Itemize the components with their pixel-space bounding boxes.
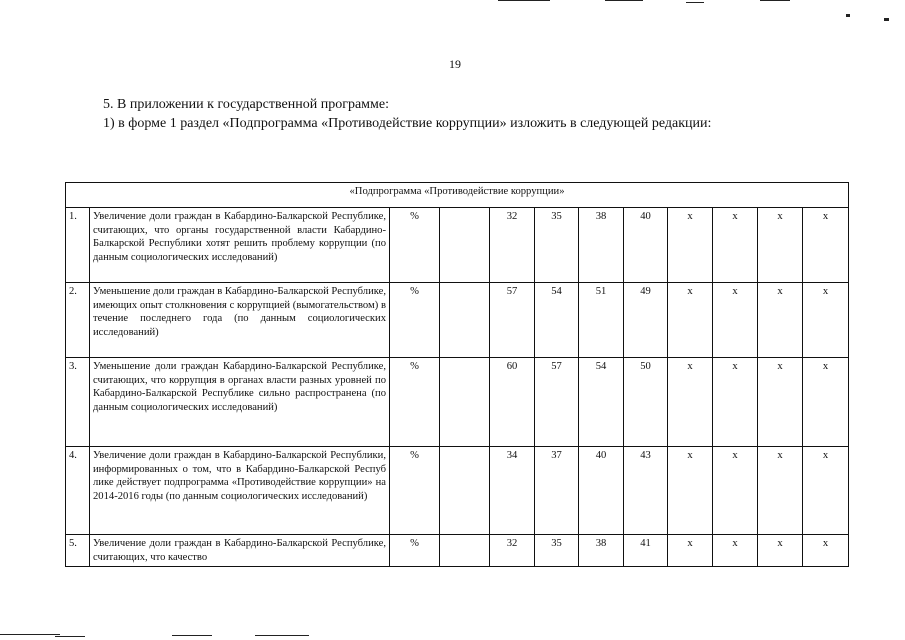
indicator-description: Уменьшение доли граждан в Кабардино-Балкарской Республике, имеющих опыт столкновения с коррупцией (вымогательством) в течение последнего года (по данным социологических исследований): [90, 283, 390, 358]
value-cell: 32: [490, 208, 535, 283]
row-number: 5.: [66, 535, 90, 567]
blank-cell: [440, 208, 490, 283]
x-cell: x: [668, 283, 713, 358]
table-header-row: [66, 183, 849, 208]
table-row: [66, 535, 849, 567]
value-cell: 60: [490, 358, 535, 447]
x-cell: x: [803, 447, 849, 535]
blank-cell: [440, 358, 490, 447]
row-number: 4.: [66, 447, 90, 535]
value-cell: 54: [579, 358, 624, 447]
row-number: 1.: [66, 208, 90, 283]
x-cell: x: [713, 535, 758, 567]
scan-mark-dot-2: [884, 18, 889, 21]
scan-mark-bottom-2: [55, 636, 85, 637]
unit-cell: %: [390, 447, 440, 535]
x-cell: x: [713, 447, 758, 535]
value-cell: 34: [490, 447, 535, 535]
indicator-description: Увеличение доли граждан в Кабардино-Балкарской Республике, считающих, что качество: [90, 535, 390, 567]
unit-cell: %: [390, 283, 440, 358]
x-cell: x: [803, 535, 849, 567]
value-cell: 35: [535, 208, 579, 283]
row-number: 3.: [66, 358, 90, 447]
table-section-title: «Подпрограмма «Противодействие коррупции»: [66, 183, 849, 208]
scan-mark-bottom-1: [0, 634, 60, 635]
page-number: 19: [449, 57, 461, 71]
value-cell: 50: [624, 358, 668, 447]
value-cell: 37: [535, 447, 579, 535]
value-cell: 40: [624, 208, 668, 283]
value-cell: 49: [624, 283, 668, 358]
scan-mark-bottom-3: [172, 635, 212, 636]
x-cell: x: [713, 208, 758, 283]
value-cell: 40: [579, 447, 624, 535]
x-cell: x: [713, 283, 758, 358]
x-cell: x: [758, 358, 803, 447]
scan-mark-dot-1: [846, 14, 850, 17]
x-cell: x: [803, 208, 849, 283]
x-cell: x: [668, 535, 713, 567]
scan-mark-top-2: [605, 0, 643, 1]
value-cell: 35: [535, 535, 579, 567]
value-cell: 41: [624, 535, 668, 567]
x-cell: x: [668, 358, 713, 447]
table-row: [66, 447, 849, 535]
x-cell: x: [758, 535, 803, 567]
unit-cell: %: [390, 358, 440, 447]
blank-cell: [440, 283, 490, 358]
indicator-description: Уменьшение доли граждан Кабардино-Балкарской Республике, считающих, что коррупция в органах власти разных уровней по Кабардино-Балкарской Республике сильно распространена (по данным социологических исследований): [90, 358, 390, 447]
x-cell: x: [668, 208, 713, 283]
blank-cell: [440, 535, 490, 567]
x-cell: x: [713, 358, 758, 447]
x-cell: x: [803, 358, 849, 447]
x-cell: x: [758, 447, 803, 535]
intro-subitem-1: 1) в форме 1 раздел «Подпрограмма «Противодействие коррупции» изложить в следующей редакции:: [103, 116, 712, 131]
unit-cell: %: [390, 535, 440, 567]
table-row: [66, 358, 849, 447]
intro-item-5: 5. В приложении к государственной программе:: [103, 97, 389, 112]
value-cell: 57: [490, 283, 535, 358]
value-cell: 32: [490, 535, 535, 567]
value-cell: 54: [535, 283, 579, 358]
table-row: [66, 283, 849, 358]
x-cell: x: [668, 447, 713, 535]
scan-mark-top-1: [498, 0, 550, 1]
value-cell: 51: [579, 283, 624, 358]
scan-mark-top-4: [760, 0, 790, 1]
blank-cell: [440, 447, 490, 535]
value-cell: 38: [579, 535, 624, 567]
value-cell: 57: [535, 358, 579, 447]
scan-mark-bottom-4: [255, 635, 309, 636]
table-row: [66, 208, 849, 283]
value-cell: 43: [624, 447, 668, 535]
indicator-description: Увеличение доли граждан в Кабардино-Балкарской Республике, считающих, что органы государственной власти Кабардино-Балкарской Республики хотят решить проблему коррупции (по данным социологических исследований): [90, 208, 390, 283]
value-cell: 38: [579, 208, 624, 283]
row-number: 2.: [66, 283, 90, 358]
x-cell: x: [758, 208, 803, 283]
x-cell: x: [803, 283, 849, 358]
indicator-description: Увеличение доли граждан в Кабардино-Балкарской Республики, информированных о том, что в Кабардино-Балкарской Респуб лике действует подпрограмма «Противодействие коррупции» на 2014-2016 годы (по данным социологических исследований): [90, 447, 390, 535]
unit-cell: %: [390, 208, 440, 283]
scan-mark-top-3: [686, 2, 704, 3]
subprogram-indicators-table: [65, 182, 849, 567]
x-cell: x: [758, 283, 803, 358]
